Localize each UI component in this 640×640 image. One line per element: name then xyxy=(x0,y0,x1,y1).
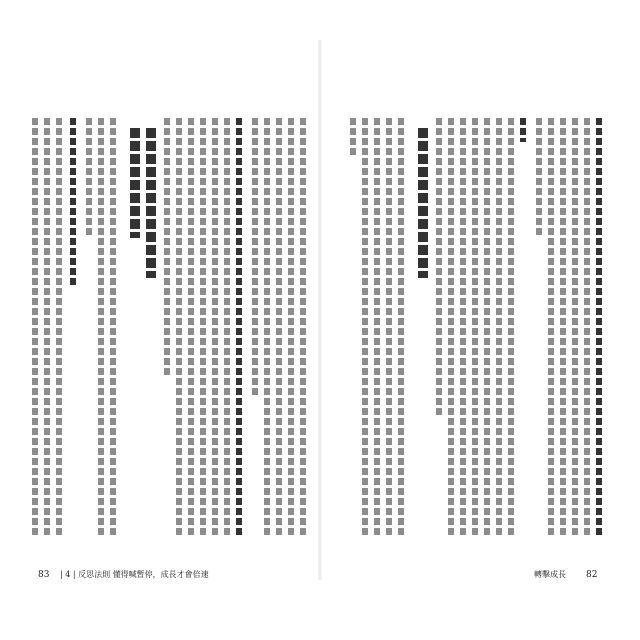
left-page-text-columns xyxy=(38,58,308,548)
text-column xyxy=(496,118,502,538)
text-column xyxy=(200,118,206,538)
text-column xyxy=(56,118,62,538)
text-column xyxy=(520,118,526,142)
left-page-folio: 83 xyxy=(38,570,50,580)
page-gutter xyxy=(318,40,322,580)
text-column xyxy=(472,118,478,538)
text-column xyxy=(86,118,92,238)
text-column xyxy=(436,118,442,418)
text-column xyxy=(288,118,294,538)
text-column xyxy=(146,128,156,278)
text-column xyxy=(176,118,182,538)
text-column xyxy=(398,118,404,538)
text-column xyxy=(596,118,602,538)
left-page-running-head: | 4 | 反思法則 懂得喊暫停，成長才會倍速 xyxy=(60,570,209,579)
text-column xyxy=(224,118,230,538)
text-column xyxy=(362,118,368,538)
text-column xyxy=(350,118,356,158)
text-column xyxy=(536,118,542,238)
text-column xyxy=(236,118,242,538)
right-page-folio: 82 xyxy=(586,570,598,580)
right-page-running-head: 轉擊成長 xyxy=(534,570,566,579)
text-column xyxy=(448,118,454,538)
text-column xyxy=(276,118,282,538)
text-column xyxy=(110,118,116,538)
text-column xyxy=(386,118,392,538)
text-column xyxy=(252,118,258,398)
text-column xyxy=(164,118,170,378)
text-column xyxy=(460,118,466,538)
text-column xyxy=(188,118,194,538)
text-column xyxy=(98,118,104,538)
text-column xyxy=(264,118,270,538)
text-column xyxy=(560,118,566,538)
text-column xyxy=(508,118,514,538)
text-column xyxy=(32,118,38,538)
right-page xyxy=(334,58,604,580)
text-column xyxy=(484,118,490,538)
left-page xyxy=(38,58,308,580)
text-column xyxy=(418,128,428,278)
text-column xyxy=(300,118,306,538)
text-column xyxy=(212,118,218,538)
text-column xyxy=(374,118,380,538)
text-column xyxy=(70,118,76,288)
text-column xyxy=(548,118,554,538)
text-column xyxy=(130,128,140,238)
text-column xyxy=(44,118,50,538)
text-column xyxy=(584,118,590,538)
right-page-text-columns xyxy=(334,58,604,548)
text-column xyxy=(572,118,578,538)
